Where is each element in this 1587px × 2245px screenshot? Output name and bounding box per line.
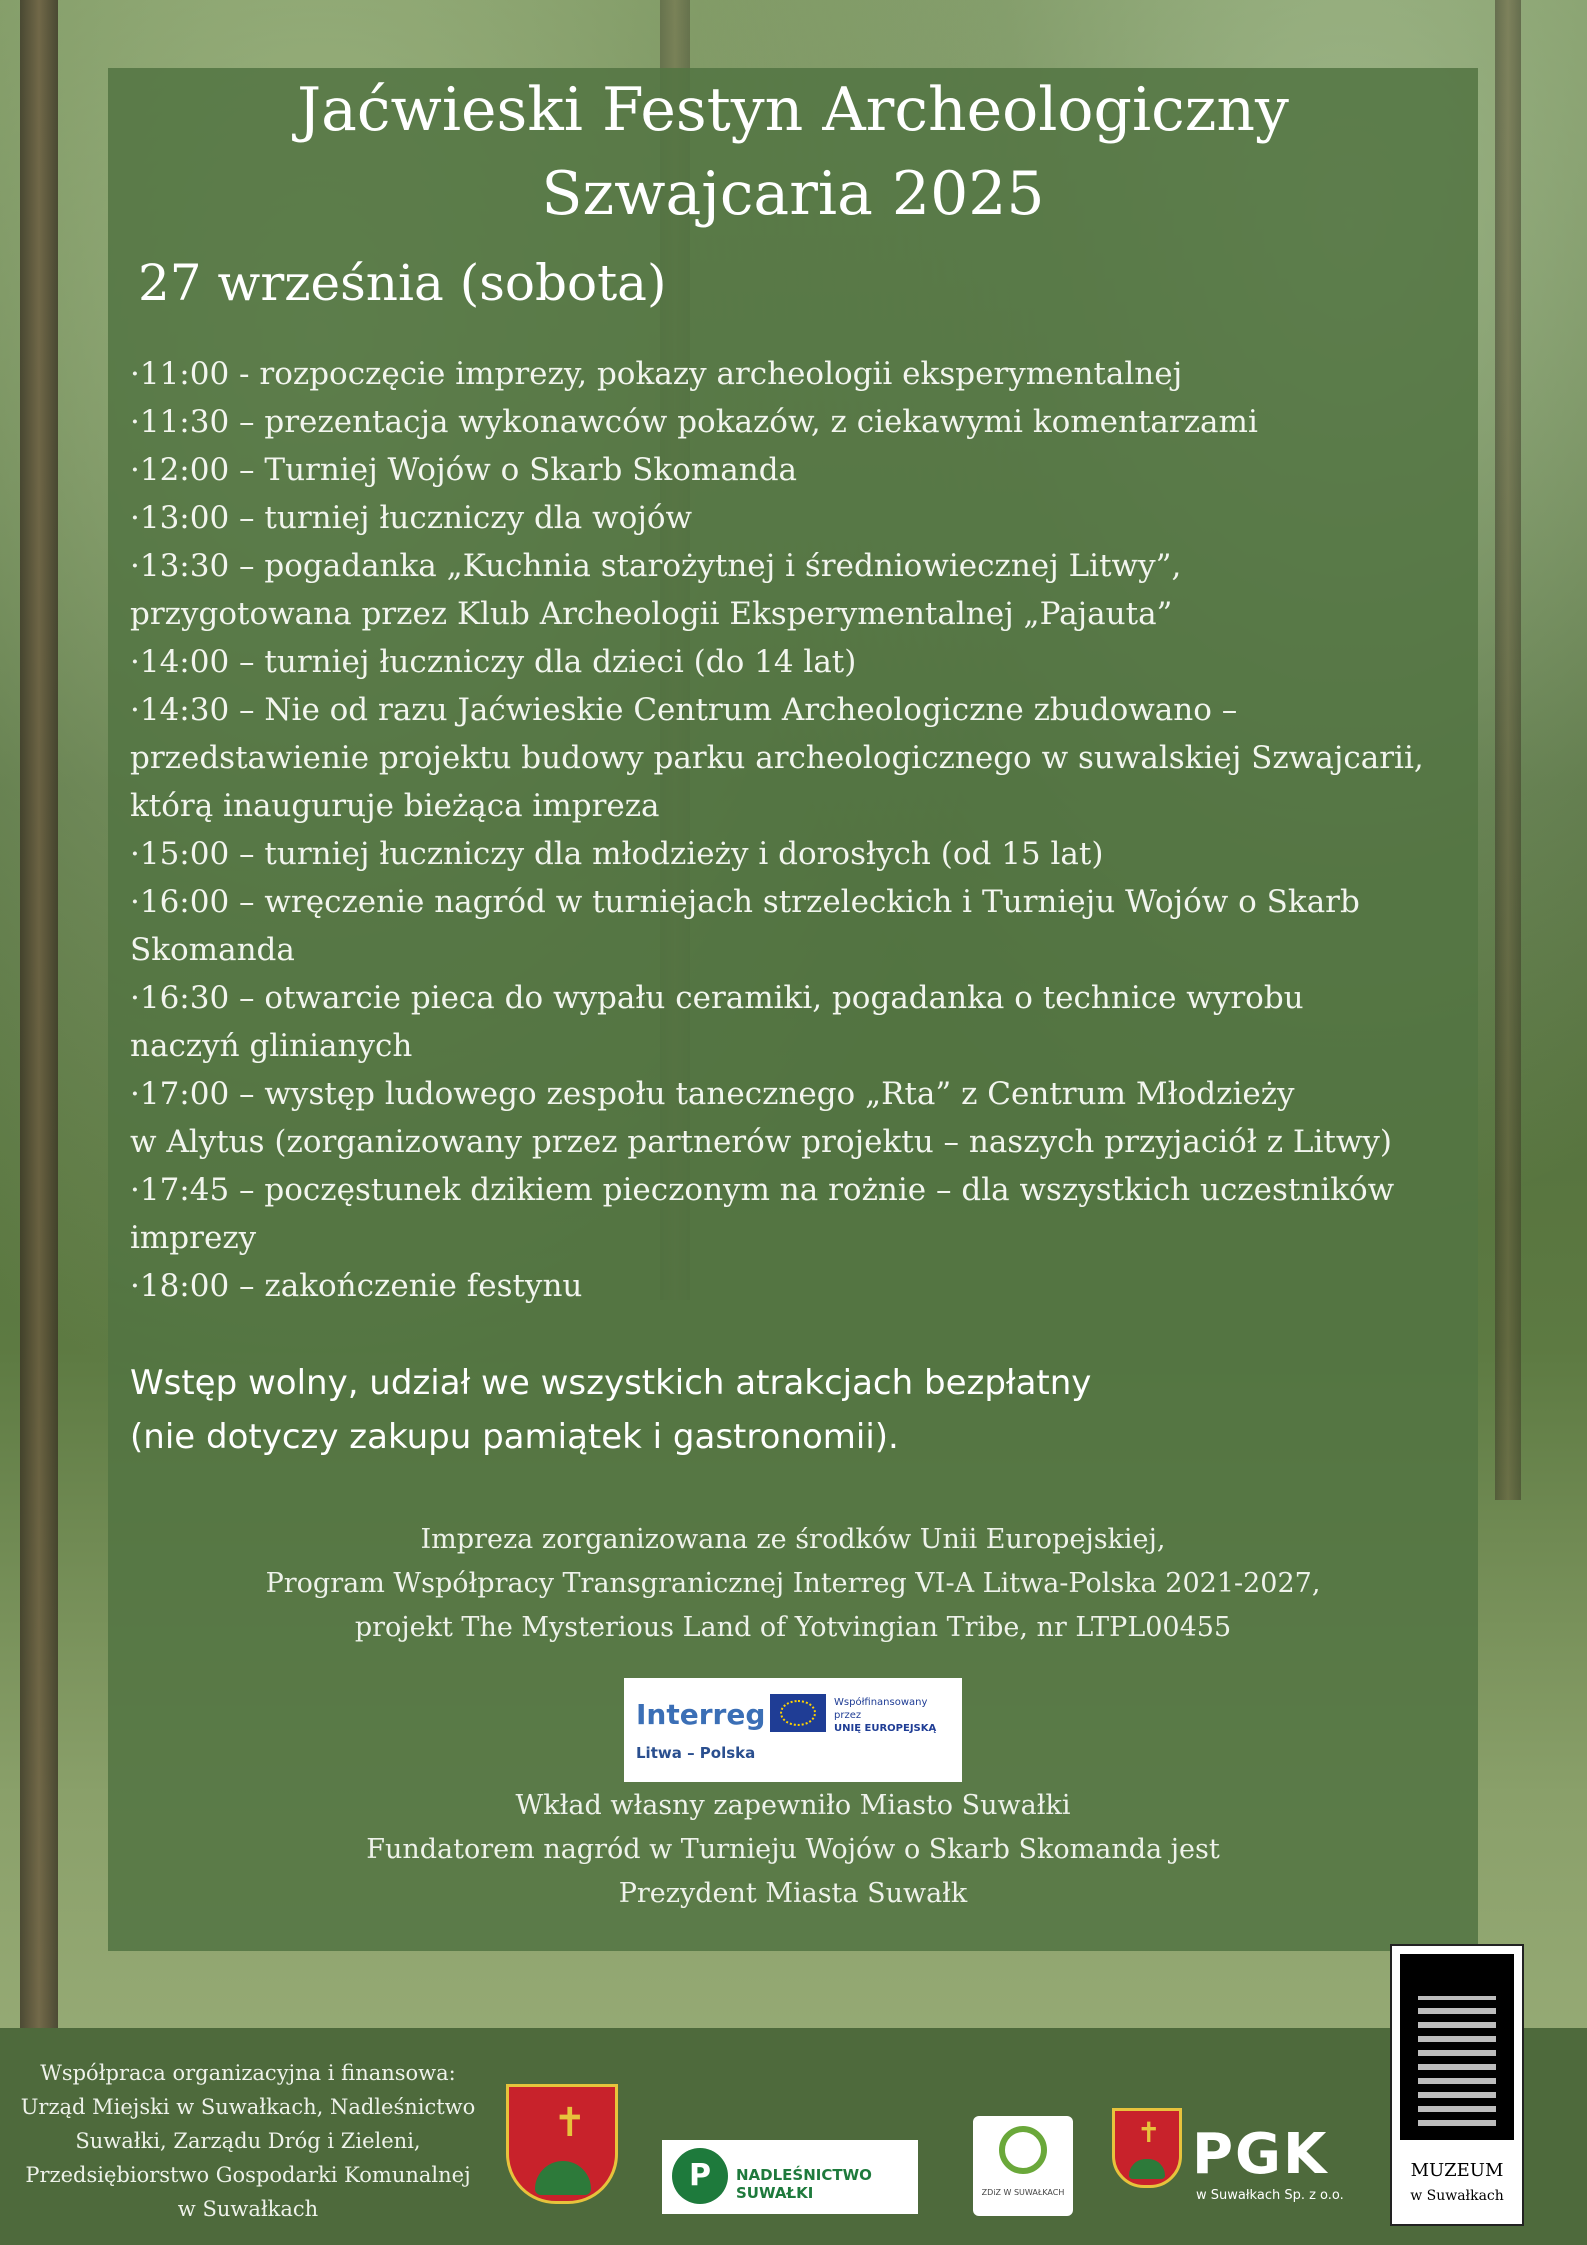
schedule-line: naczyń glinianych	[130, 1028, 413, 1064]
schedule-line: ·11:30 – prezentacja wykonawców pokazów, z ciekawymi komentarzami	[130, 404, 1258, 440]
free-entry-line: Wstęp wolny, udział we wszystkich atrakcjach bezpłatny	[130, 1363, 1092, 1403]
museum-building-icon	[1400, 1954, 1514, 2140]
schedule-line: ·16:00 – wręczenie nagród w turniejach strzeleckich i Turnieju Wojów o Skarb	[130, 884, 1360, 920]
schedule-line: ·18:00 – zakończenie festynu	[130, 1268, 583, 1304]
cross-icon: ✝	[553, 2100, 587, 2146]
muzeum-sublabel: w Suwałkach	[1410, 2188, 1504, 2204]
forest-service-icon: P	[672, 2148, 728, 2204]
pgk-crest-icon	[1112, 2108, 1182, 2188]
cooperation-line: w Suwałkach	[177, 2197, 319, 2221]
page-title: Jaćwieski Festyn Archeologiczny	[297, 75, 1289, 145]
eu-flag-icon	[770, 1694, 826, 1732]
schedule-list	[130, 350, 1470, 1310]
funding-line: projekt The Mysterious Land of Yotvingian Tribe, nr LTPL00455	[354, 1612, 1232, 1643]
contribution-line: Fundatorem nagród w Turnieju Wojów o Skarb Skomanda jest	[366, 1834, 1220, 1865]
museum-facade-icon	[1418, 1996, 1496, 2126]
hill-icon	[535, 2161, 591, 2195]
schedule-line: ·17:45 – poczęstunek dzikiem pieczonym na rożnie – dla wszystkich uczestników	[130, 1172, 1395, 1208]
pgk-logo: PGK	[1192, 2122, 1329, 2187]
tree-trunk	[20, 0, 58, 2040]
zdiz-label: ZDiZ W SUWAŁKACH	[981, 2188, 1065, 2197]
schedule-line: ·13:00 – turniej łuczniczy dla wojów	[130, 500, 693, 536]
schedule-line: ·11:00 - rozpoczęcie imprezy, pokazy archeologii eksperymentalnej	[130, 356, 1183, 392]
content-panel	[108, 68, 1478, 1951]
schedule-line: imprezy	[130, 1220, 257, 1256]
suwalki-crest-icon	[506, 2084, 618, 2204]
interreg-wordmark: Interreg	[636, 1698, 766, 1731]
schedule-line: którą inauguruje bieżąca impreza	[130, 788, 660, 824]
zdiz-road-icon	[999, 2126, 1047, 2174]
hill-icon	[1129, 2159, 1165, 2179]
nadlesnictwo-logo	[662, 2140, 918, 2214]
schedule-line: Skomanda	[130, 932, 295, 968]
interreg-logo	[624, 1678, 962, 1782]
cooperation-line: Urząd Miejski w Suwałkach, Nadleśnictwo	[20, 2095, 476, 2119]
cooperation-line: Suwałki, Zarządu Dróg i Zieleni,	[75, 2129, 421, 2153]
eu-cofinanced-line: Współfinansowany przez	[834, 1697, 928, 1721]
eu-cofinanced-label	[834, 1696, 954, 1735]
free-entry-line: (nie dotyczy zakupu pamiątek i gastronomii).	[130, 1417, 899, 1457]
nadlesnictwo-label: NADLEŚNICTWO SUWAŁKI	[736, 2166, 872, 2202]
contribution-note	[108, 1784, 1478, 1916]
schedule-line: przedstawienie projektu budowy parku archeologicznego w suwalskiej Szwajcarii,	[130, 740, 1424, 776]
contribution-line: Wkład własny zapewniło Miasto Suwałki	[515, 1790, 1071, 1821]
free-entry-note	[130, 1356, 1091, 1464]
zdiz-logo	[973, 2116, 1073, 2216]
schedule-line: ·16:30 – otwarcie pieca do wypału ceramiki, pogadanka o technice wyrobu	[130, 980, 1304, 1016]
schedule-line: ·14:30 – Nie od razu Jaćwieskie Centrum Archeologiczne zbudowano –	[130, 692, 1238, 728]
eu-cofinanced-line: UNIĘ EUROPEJSKĄ	[834, 1723, 937, 1734]
pgk-subtitle: w Suwałkach Sp. z o.o.	[1196, 2188, 1344, 2203]
cooperation-note	[8, 2056, 488, 2226]
schedule-line: ·13:30 – pogadanka „Kuchnia starożytnej i średniowiecznej Litwy”,	[130, 548, 1182, 584]
schedule-line: w Alytus (zorganizowany przez partnerów projektu – naszych przyjaciół z Litwy)	[130, 1124, 1392, 1160]
muzeum-label: MUZEUM	[1410, 2160, 1504, 2181]
cooperation-line: Przedsiębiorstwo Gospodarki Komunalnej	[25, 2163, 471, 2187]
contribution-line: Prezydent Miasta Suwałk	[618, 1878, 968, 1909]
eu-stars-icon	[780, 1700, 816, 1726]
schedule-line: przygotowana przez Klub Archeologii Eksperymentalnej „Pajauta”	[130, 596, 1173, 632]
tree-trunk	[1495, 0, 1521, 1500]
schedule-line: ·12:00 – Turniej Wojów o Skarb Skomanda	[130, 452, 798, 488]
page-subtitle: Szwajcaria 2025	[541, 159, 1045, 229]
interreg-region: Litwa – Polska	[636, 1744, 756, 1762]
schedule-line: ·14:00 – turniej łuczniczy dla dzieci (do 14 lat)	[130, 644, 857, 680]
funding-line: Program Współpracy Transgranicznej Interreg VI-A Litwa-Polska 2021-2027,	[265, 1568, 1321, 1599]
cross-icon: ✝	[1137, 2116, 1161, 2149]
cooperation-line: Współpraca organizacyjna i finansowa:	[40, 2061, 456, 2085]
event-date: 27 września (sobota)	[138, 254, 667, 312]
funding-line: Impreza zorganizowana ze środków Unii Europejskiej,	[420, 1524, 1166, 1555]
schedule-line: ·15:00 – turniej łuczniczy dla młodzieży i dorosłych (od 15 lat)	[130, 836, 1104, 872]
muzeum-logo	[1390, 1944, 1524, 2226]
funding-note	[108, 1518, 1478, 1650]
schedule-line: ·17:00 – występ ludowego zespołu tanecznego „Rta” z Centrum Młodzieży	[130, 1076, 1295, 1112]
footer	[0, 2028, 1587, 2245]
